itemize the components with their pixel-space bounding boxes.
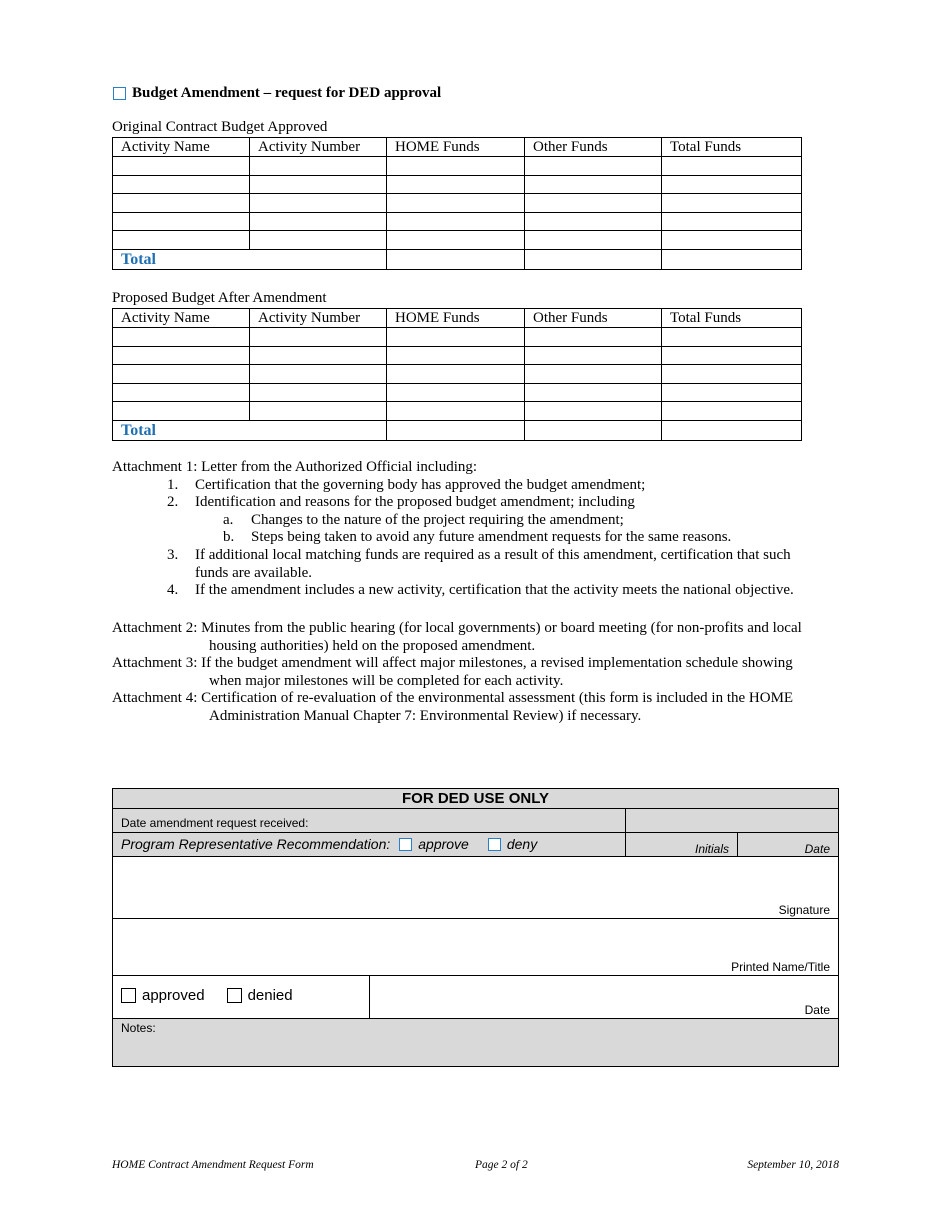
cell[interactable] (525, 365, 662, 384)
decision-group (121, 987, 293, 1004)
cell[interactable] (662, 346, 802, 365)
header-activity-name: Activity Name (113, 309, 250, 328)
cell[interactable] (113, 402, 250, 421)
header-total-funds: Total Funds (662, 309, 802, 328)
table-row (113, 383, 802, 402)
deny-checkbox[interactable] (488, 838, 501, 851)
approved-checkbox[interactable] (121, 988, 136, 1003)
initials-label: Initials (694, 842, 729, 856)
decision-date-field[interactable] (370, 976, 838, 1018)
attachment-3-lead: Attachment 3: If the budget amendment will affect major milestones, a revised implementation schedule showing (112, 655, 793, 671)
cell[interactable] (525, 212, 662, 231)
header-home-funds: HOME Funds (387, 138, 525, 157)
amendment-heading-row (113, 85, 441, 102)
list-marker: 4. (167, 582, 179, 599)
date-received-row (113, 809, 838, 833)
printed-name-label: Printed Name/Title (731, 960, 830, 974)
cell[interactable] (525, 346, 662, 365)
list-marker: 1. (167, 476, 179, 493)
cell[interactable] (525, 175, 662, 194)
cell[interactable] (113, 346, 250, 365)
header-total-funds: Total Funds (662, 138, 802, 157)
table-row (113, 157, 802, 176)
attachment-2-cont: housing authorities) held on the proposed amendment. (209, 637, 536, 654)
cell[interactable] (387, 212, 525, 231)
table-row (113, 231, 802, 250)
recommendation-row (113, 833, 838, 857)
cell[interactable] (250, 365, 387, 384)
header-other-funds: Other Funds (525, 309, 662, 328)
ded-use-box (112, 788, 839, 1067)
total-other-funds[interactable] (525, 420, 662, 440)
attachment-2 (112, 620, 837, 655)
list-text: If the amendment includes a new activity, certification that the activity meets the national objective. (195, 582, 794, 599)
list-text: Changes to the nature of the project requiring the amendment; (251, 511, 624, 528)
cell[interactable] (662, 328, 802, 347)
cell[interactable] (387, 194, 525, 213)
cell[interactable] (250, 346, 387, 365)
total-total-funds[interactable] (662, 249, 802, 269)
cell[interactable] (662, 365, 802, 384)
total-row (113, 420, 802, 440)
cell[interactable] (387, 383, 525, 402)
list-item (167, 546, 842, 582)
total-row (113, 249, 802, 269)
cell[interactable] (662, 175, 802, 194)
header-activity-number: Activity Number (250, 138, 387, 157)
table-row (113, 402, 802, 421)
cell[interactable] (662, 157, 802, 176)
header-activity-name: Activity Name (113, 138, 250, 157)
deny-label: deny (506, 836, 538, 852)
attachment-1-lead: Attachment 1: Letter from the Authorized Official including: (112, 459, 478, 475)
attachment-3 (112, 655, 837, 690)
table-row (113, 365, 802, 384)
list-item (223, 529, 842, 547)
list-marker: 2. (167, 494, 179, 511)
budget-amendment-checkbox[interactable] (113, 87, 126, 100)
cell[interactable] (525, 231, 662, 250)
attachment-1-sublist (195, 512, 842, 547)
proposed-budget-table (112, 308, 802, 441)
ded-title: FOR DED USE ONLY (113, 789, 838, 809)
attachment-4-lead: Attachment 4: Certification of re-evaluation of the environmental assessment (this form is included in the HOME (112, 690, 794, 706)
list-text: Identification and reasons for the proposed budget amendment; including (195, 494, 635, 511)
cell[interactable] (387, 231, 525, 250)
list-marker: 3. (167, 546, 179, 563)
date-received-field[interactable] (626, 809, 838, 832)
recommendation-date-label: Date (804, 842, 830, 856)
header-home-funds: HOME Funds (387, 309, 525, 328)
cell[interactable] (662, 402, 802, 421)
cell[interactable] (525, 402, 662, 421)
amendment-heading: Budget Amendment – request for DED approval (132, 85, 442, 101)
cell[interactable] (525, 157, 662, 176)
date-received-label: Date amendment request received: (121, 816, 309, 830)
list-marker: b. (223, 529, 235, 546)
list-item (223, 511, 842, 530)
table-row (113, 346, 802, 365)
total-label: Total (113, 249, 387, 269)
cell[interactable] (113, 383, 250, 402)
total-home-funds[interactable] (387, 249, 525, 269)
cell[interactable] (525, 328, 662, 347)
original-table-caption: Original Contract Budget Approved (112, 119, 328, 135)
approve-label: approve (418, 836, 469, 852)
cell[interactable] (250, 231, 387, 250)
table-row (113, 175, 802, 194)
cell[interactable] (387, 175, 525, 194)
cell[interactable] (113, 328, 250, 347)
recommendation-label: Program Representative Recommendation: (121, 836, 391, 852)
cell[interactable] (250, 402, 387, 421)
footer-page-number: Page 2 of 2 (475, 1159, 528, 1171)
total-home-funds[interactable] (387, 420, 525, 440)
attachment-4-cont: Administration Manual Chapter 7: Environmental Review) if necessary. (209, 707, 642, 724)
denied-checkbox[interactable] (227, 988, 242, 1003)
list-text: Steps being taken to avoid any future amendment requests for the same reasons. (251, 529, 732, 546)
list-text: Certification that the governing body has approved the budget amendment; (195, 476, 646, 493)
notes-row[interactable] (113, 1019, 838, 1066)
approved-label: approved (142, 987, 205, 1004)
list-marker: a. (223, 511, 234, 528)
cell[interactable] (662, 383, 802, 402)
cell[interactable] (250, 328, 387, 347)
table-row (113, 212, 802, 231)
recommendation-group (121, 836, 537, 852)
cell[interactable] (250, 175, 387, 194)
total-label: Total (113, 420, 387, 440)
cell[interactable] (113, 157, 250, 176)
signature-row[interactable] (113, 857, 838, 919)
cell[interactable] (250, 383, 387, 402)
attachment-4 (112, 690, 837, 725)
printed-name-row[interactable] (113, 919, 838, 976)
list-item (167, 494, 842, 547)
cell[interactable] (662, 231, 802, 250)
cell[interactable] (387, 402, 525, 421)
table-row (113, 194, 802, 213)
cell[interactable] (113, 175, 250, 194)
table-header-row (113, 138, 802, 157)
attachment-1 (112, 459, 842, 600)
cell[interactable] (387, 346, 525, 365)
cell[interactable] (250, 194, 387, 213)
list-text: If additional local matching funds are required as a result of this amendment, certification that such funds are available. (195, 546, 791, 581)
footer-date: September 10, 2018 (747, 1159, 839, 1171)
table-header-row (113, 309, 802, 328)
original-budget-table (112, 137, 802, 270)
cell[interactable] (113, 212, 250, 231)
notes-label: Notes: (121, 1021, 156, 1035)
attachment-1-list (112, 477, 842, 600)
cell[interactable] (525, 194, 662, 213)
list-item (167, 582, 842, 600)
header-other-funds: Other Funds (525, 138, 662, 157)
denied-label: denied (247, 987, 293, 1004)
list-item (167, 476, 842, 495)
header-activity-number: Activity Number (250, 309, 387, 328)
decision-date-label: Date (804, 1003, 830, 1017)
cell[interactable] (113, 194, 250, 213)
cell[interactable] (387, 328, 525, 347)
total-other-funds[interactable] (525, 249, 662, 269)
cell[interactable] (113, 231, 250, 250)
footer-form-name: HOME Contract Amendment Request Form (112, 1159, 314, 1171)
cell[interactable] (662, 212, 802, 231)
cell[interactable] (250, 157, 387, 176)
attachment-3-cont: when major milestones will be completed for each activity. (209, 672, 564, 689)
cell[interactable] (387, 365, 525, 384)
signature-label: Signature (778, 903, 830, 917)
attachment-2-lead: Attachment 2: Minutes from the public hearing (for local governments) or board meeting (for non-profits and local (112, 620, 802, 636)
cell[interactable] (113, 365, 250, 384)
cell[interactable] (250, 212, 387, 231)
total-total-funds[interactable] (662, 420, 802, 440)
decision-row (113, 976, 838, 1019)
table-row (113, 328, 802, 347)
cell[interactable] (387, 157, 525, 176)
proposed-table-caption: Proposed Budget After Amendment (112, 290, 327, 306)
cell[interactable] (662, 194, 802, 213)
cell[interactable] (525, 383, 662, 402)
approve-checkbox[interactable] (399, 838, 412, 851)
